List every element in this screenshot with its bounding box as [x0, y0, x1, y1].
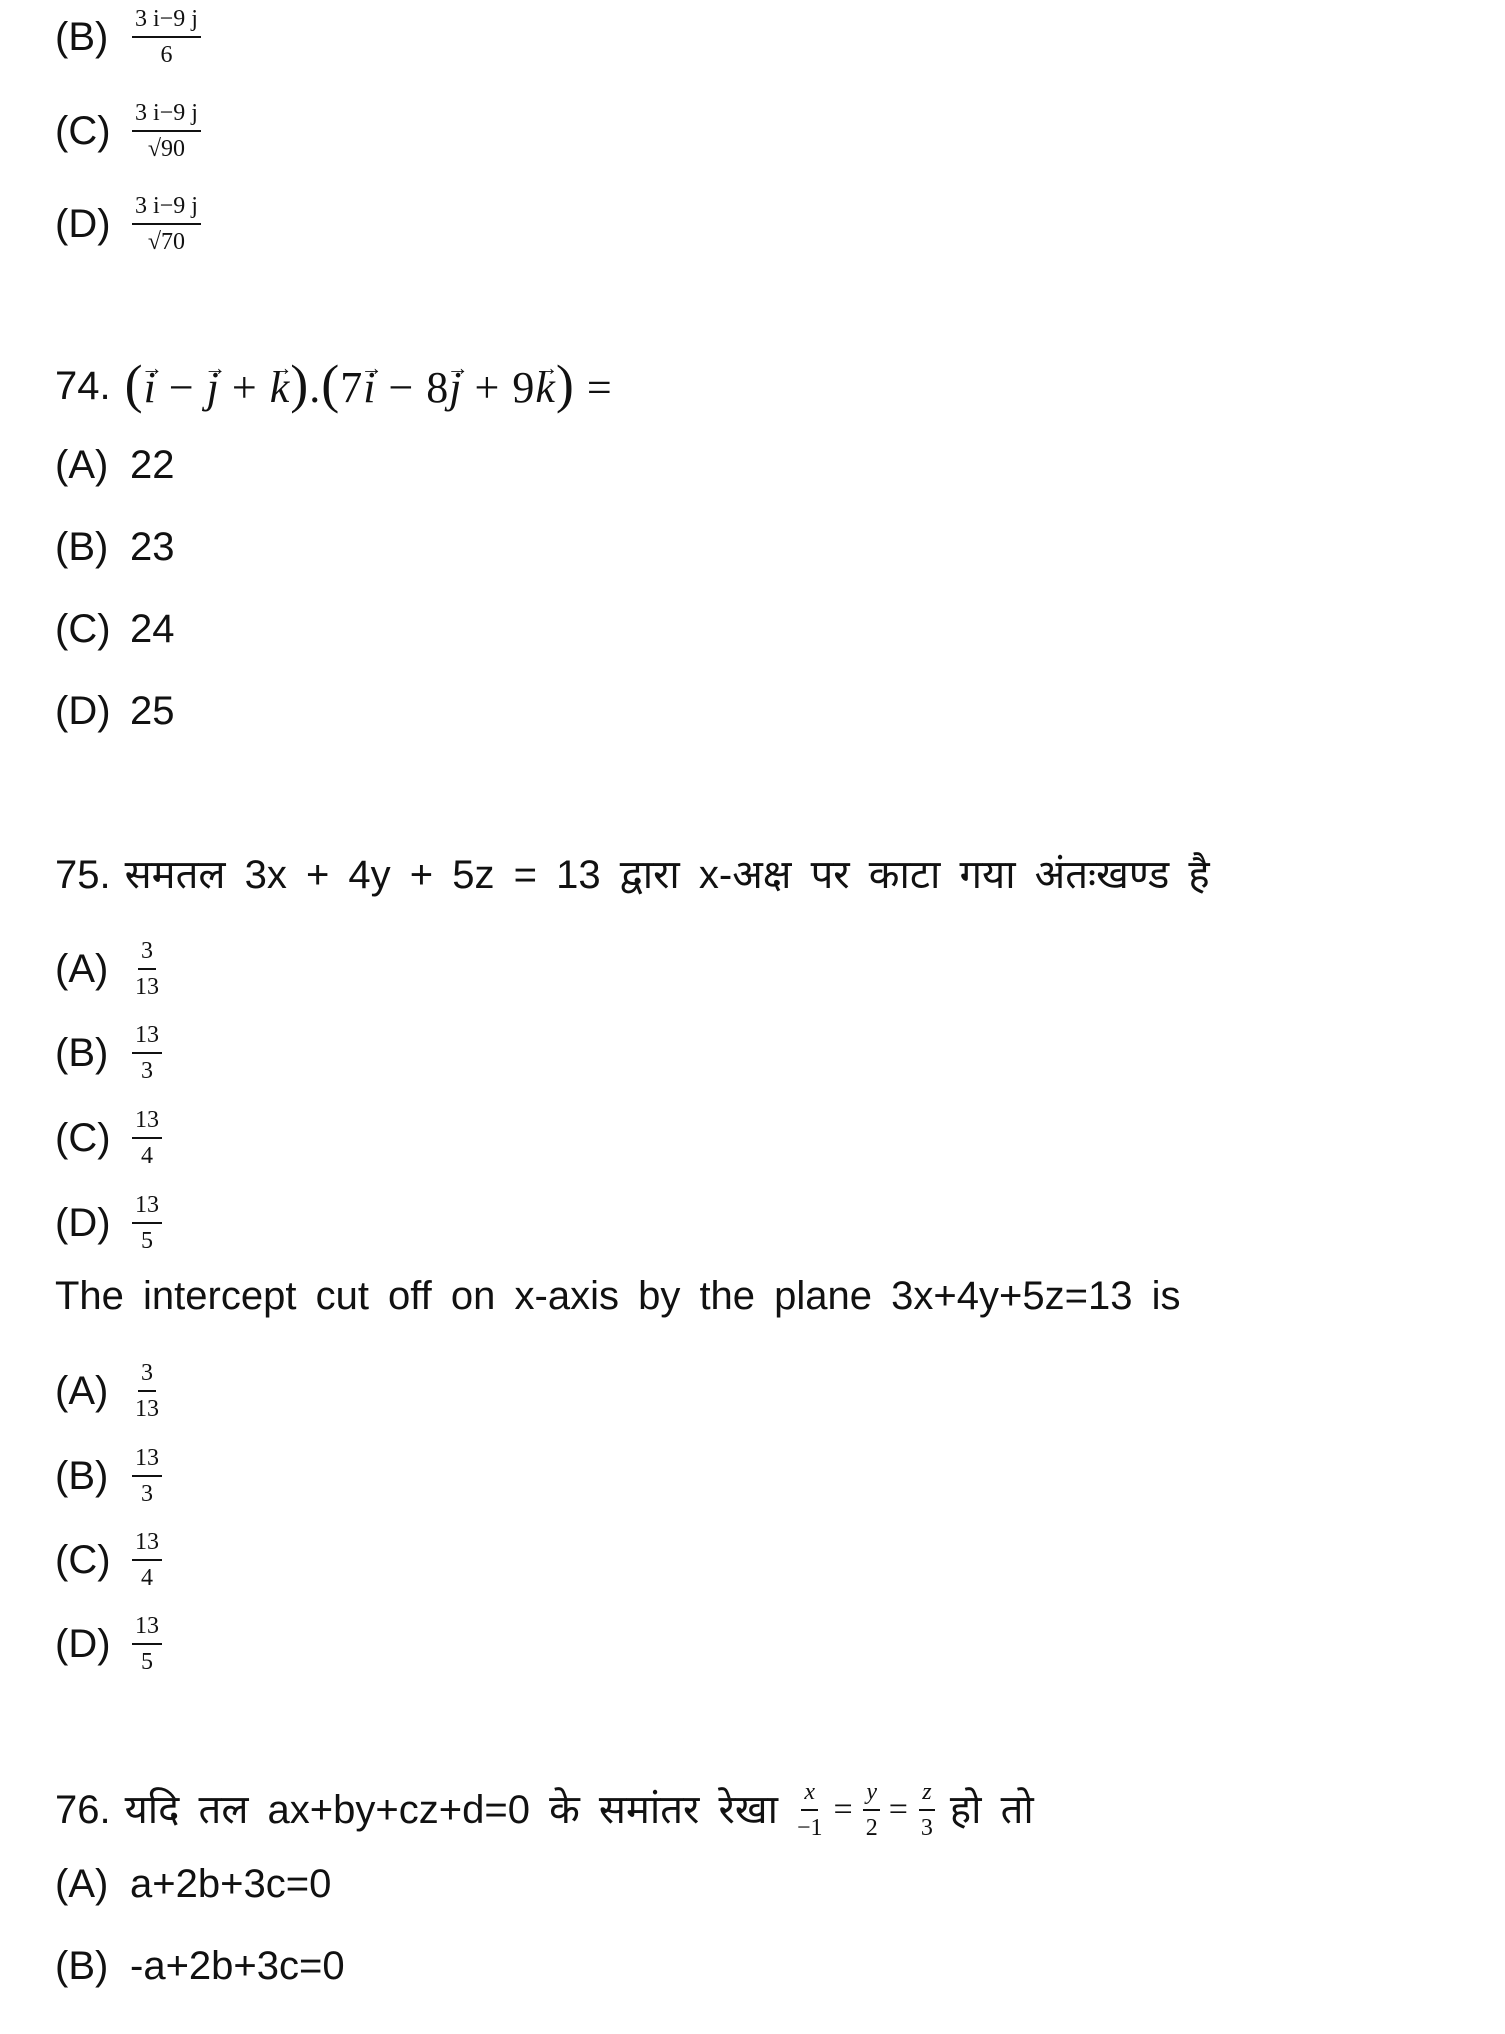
unit-vector-j: j → — [207, 364, 220, 412]
option-label: (C) — [55, 1538, 111, 1582]
q75-english-option-d — [55, 1611, 162, 1677]
fraction-denominator: 3 — [141, 1058, 153, 1084]
option-value: 22 — [130, 443, 175, 487]
line-equation-fraction-x: $\frac{x}{-1}$ — [796, 1779, 823, 1841]
vector-dot-product-expression: (i → − j → + k →).(7i → − 8j → + 9k →) = — [125, 360, 613, 412]
option-label: (D) — [55, 202, 111, 246]
fraction-denominator: 13 — [135, 974, 159, 1000]
option-fraction — [132, 1358, 162, 1424]
question-number: 75. — [55, 853, 111, 897]
q73-option-c — [55, 98, 201, 164]
fraction-denominator: √70 — [147, 229, 186, 255]
fraction-numerator: 13 — [132, 1611, 162, 1645]
q75-question-english — [55, 1272, 1180, 1320]
q73-option-d — [55, 191, 201, 257]
option-label: (B) — [55, 1944, 109, 1988]
q75-hindi-option-b — [55, 1020, 162, 1086]
option-label: (A) — [55, 1369, 109, 1413]
option-fraction — [132, 1443, 162, 1509]
option-fraction — [132, 936, 162, 1002]
question-text-before: यदि तल ax+by+cz+d=0 के समांतर रेखा — [124, 1788, 778, 1832]
q75-english-option-b — [55, 1443, 162, 1509]
question-text-after: हो तो — [949, 1788, 1034, 1832]
q73-option-b — [55, 4, 201, 70]
option-value: a+2b+3c=0 — [130, 1862, 332, 1906]
q74-option-c — [55, 605, 175, 653]
q76-option-a — [55, 1860, 331, 1908]
q75-hindi-option-c — [55, 1105, 162, 1171]
fraction-denominator: 3 — [141, 1481, 153, 1507]
question-text-hindi: समतल 3x + 4y + 5z = 13 द्वारा x-अक्ष पर काटा गया अंतःखण्ड है — [124, 853, 1210, 897]
fraction-denominator: 5 — [141, 1649, 153, 1675]
question-number: 76. — [55, 1788, 111, 1832]
fraction-numerator: 13 — [132, 1105, 162, 1139]
fraction-numerator: 3 i−9 j — [132, 98, 201, 132]
option-fraction — [132, 4, 201, 70]
option-label: (B) — [55, 1031, 109, 1075]
q74-option-b — [55, 523, 175, 571]
q74-question — [55, 354, 613, 414]
fraction-numerator: 13 — [132, 1020, 162, 1054]
option-fraction — [132, 98, 201, 164]
fraction-numerator: 3 i−9 j — [132, 4, 201, 38]
q75-english-option-a — [55, 1358, 162, 1424]
fraction-denominator: 5 — [141, 1228, 153, 1254]
fraction-denominator: 4 — [141, 1565, 153, 1591]
line-equation-fraction-z: $\frac{z}{3}$ — [920, 1779, 933, 1841]
option-value: 23 — [130, 525, 175, 569]
fraction-numerator: 3 i−9 j — [132, 191, 201, 225]
option-label: (D) — [55, 1201, 111, 1245]
option-label: (A) — [55, 443, 109, 487]
option-label: (D) — [55, 1622, 111, 1666]
option-fraction — [132, 191, 201, 257]
q74-option-d — [55, 687, 175, 735]
q75-hindi-option-d — [55, 1190, 162, 1256]
option-label: (B) — [55, 525, 109, 569]
option-fraction — [132, 1190, 162, 1256]
option-label: (B) — [55, 1454, 109, 1498]
fraction-numerator: 13 — [132, 1190, 162, 1224]
q75-english-option-c — [55, 1527, 162, 1593]
option-label: (D) — [55, 689, 111, 733]
line-equation-fraction-y: $\frac{y}{2}$ — [863, 1777, 881, 1843]
option-label: (A) — [55, 947, 109, 991]
option-fraction — [132, 1527, 162, 1593]
option-value: -a+2b+3c=0 — [130, 1944, 345, 1988]
fraction-numerator: 3 — [138, 936, 156, 970]
option-label: (C) — [55, 1116, 111, 1160]
question-text-english: The intercept cut off on x-axis by the plane 3x+4y+5z=13 is — [55, 1274, 1181, 1318]
fraction-numerator: 3 — [138, 1358, 156, 1392]
unit-vector-i: i → — [363, 364, 376, 412]
fraction-denominator: 13 — [135, 1396, 159, 1422]
option-fraction — [132, 1105, 162, 1171]
option-fraction — [132, 1611, 162, 1677]
question-number: 74. — [55, 364, 111, 408]
option-label: (C) — [55, 607, 111, 651]
fraction-denominator: 4 — [141, 1143, 153, 1169]
unit-vector-k: k → — [535, 364, 556, 412]
q74-option-a — [55, 441, 175, 489]
fraction-numerator: 13 — [132, 1443, 162, 1477]
option-fraction — [132, 1020, 162, 1086]
unit-vector-j: j → — [449, 364, 462, 412]
unit-vector-i: i → — [144, 364, 157, 412]
fraction-denominator: 6 — [160, 42, 173, 68]
fraction-numerator: 13 — [132, 1527, 162, 1561]
q76-option-b — [55, 1942, 345, 1990]
unit-vector-k: k → — [270, 364, 291, 412]
option-label: (A) — [55, 1862, 109, 1906]
option-label: (C) — [55, 109, 111, 153]
option-value: 25 — [130, 689, 175, 733]
option-label: (B) — [55, 15, 109, 59]
fraction-denominator: √90 — [147, 136, 186, 162]
option-value: 24 — [130, 607, 175, 651]
q75-question-hindi — [55, 851, 1210, 899]
q76-question: 76. यदि तल ax+by+cz+d=0 के समांतर रेखा $\frac{x}{-1}$ = $\frac{y}{2}$ = $\frac{z}{3}$ हो तो — [55, 1779, 1034, 1841]
q75-hindi-option-a — [55, 936, 162, 1002]
